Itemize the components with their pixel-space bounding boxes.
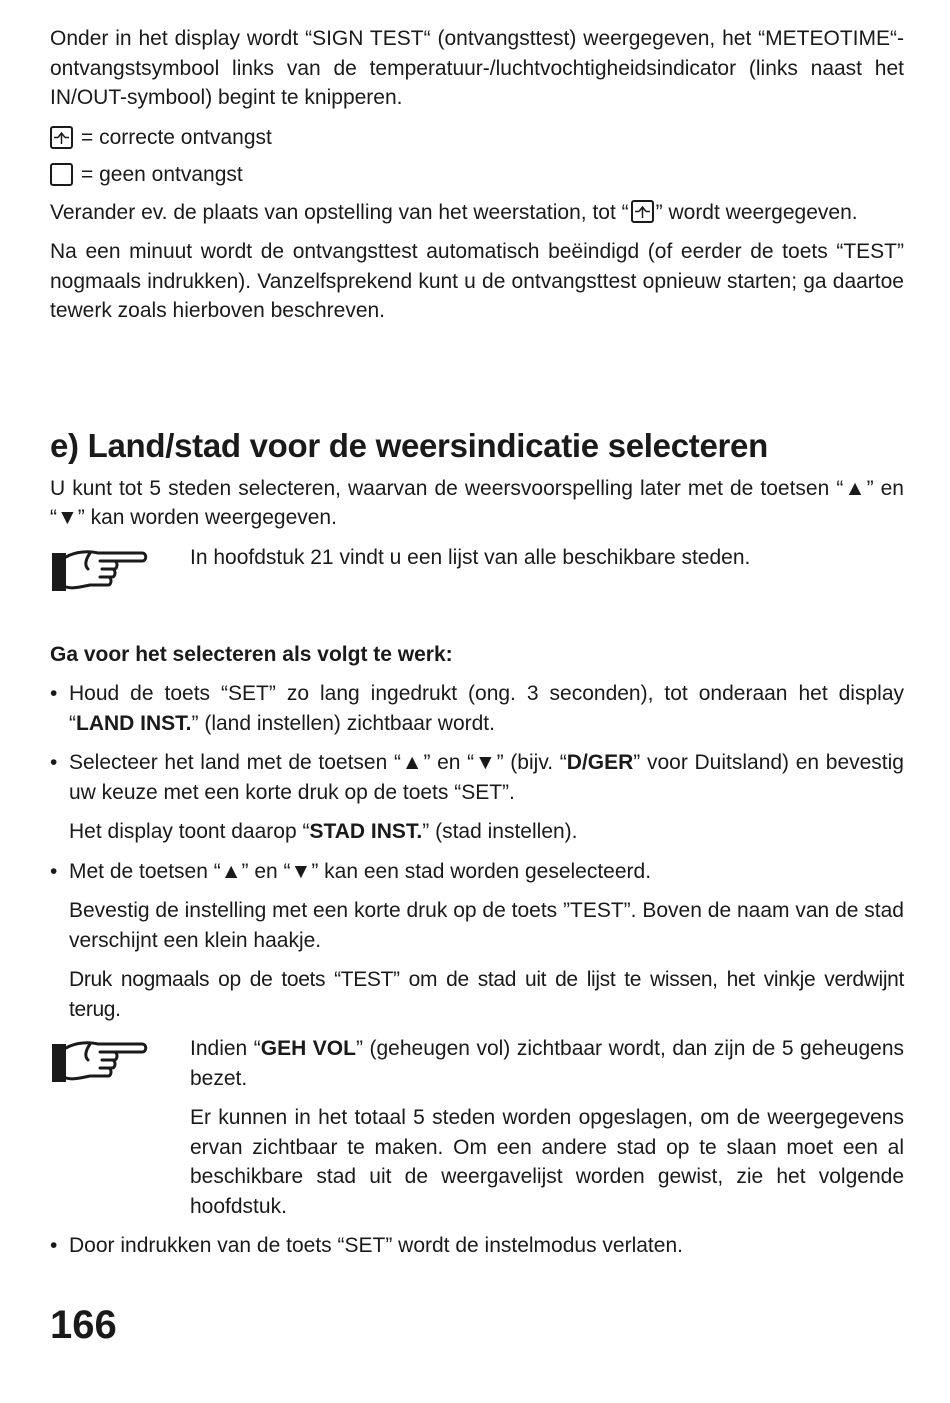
note2-bold: GEH VOL xyxy=(260,1037,356,1060)
intro-paragraph-1: Onder in het display wordt “SIGN TEST“ (ontvangsttest) weergegeven, het “METEOTIME“-ontvangstsymbool links van de temperatuur-/luchtvochtigheidsindicator (links naast het IN/OUT-symbool) begint te knipperen. xyxy=(50,27,904,109)
b1-part-b: ” (land instellen) zichtbaar wordt. xyxy=(191,711,495,735)
page-number: 166 xyxy=(50,1303,117,1347)
bullet-dot: • xyxy=(50,682,58,705)
bullet-dot: • xyxy=(50,859,58,883)
b1-part-a: Houd de toets “SET” zo lang ingedrukt (ong. 3 seconden), tot onderaan het display “ xyxy=(69,682,904,735)
steps-subheading: Ga voor het selecteren als volgt te werk: xyxy=(50,642,453,666)
bullet-dot: • xyxy=(50,1234,58,1257)
list-item xyxy=(50,748,904,807)
b1-bold: LAND INST. xyxy=(76,711,192,735)
bullet-2-text xyxy=(69,748,904,807)
b2-part-b: ” voor Duitsland) en bevestig uw keuze met een korte druk op de toets “SET”. xyxy=(69,751,904,804)
section-paragraph-1: U kunt tot 5 steden selecteren, waarvan de weersvoorspelling later met de toetsen “▲” en “▼” kan worden weergegeven. xyxy=(50,476,904,529)
reception-none-icon xyxy=(50,163,73,186)
note2-part-a: Indien “ xyxy=(190,1037,261,1060)
note-hint-1 xyxy=(50,543,904,600)
b2-sub-bold: STAD INST. xyxy=(309,820,423,843)
b2-sub-a: Het display toont daarop “ xyxy=(69,820,310,843)
bullet-1-text xyxy=(69,679,904,738)
intro-p2-before: Verander ev. de plaats van opstelling van het weerstation, tot “ xyxy=(50,200,629,224)
legend-correct-reception xyxy=(50,123,904,153)
bullet-3-subtext-2: Druk nogmaals op de toets “TEST” om de stad uit de lijst te wissen, het vinkje verdwijnt terug. xyxy=(69,968,904,1021)
intro-p2-after: ” wordt weergegeven. xyxy=(655,200,858,224)
intro-paragraph-2 xyxy=(50,198,904,228)
note-2-paragraph-2: Er kunnen in het totaal 5 steden worden opgeslagen, om de weergegevens ervan zichtbaar te maken. Om een andere stad op te slaan moet een al beschikbare stad uit de weergavelijst worden gewist, zie het volgende hoofdstuk. xyxy=(190,1106,904,1218)
list-item xyxy=(50,1231,904,1261)
list-item xyxy=(50,857,904,887)
note-1-text: In hoofdstuk 21 vindt u een lijst van alle beschikbare steden. xyxy=(190,545,751,569)
note-2-body xyxy=(190,1034,904,1231)
legend-correct-label: = correcte ontvangst xyxy=(81,125,272,149)
page-content xyxy=(50,24,904,1261)
pointing-hand-icon xyxy=(50,1034,190,1091)
note-hint-2 xyxy=(50,1034,904,1231)
bullet-3-subtext-1: Bevestig de instelling met een korte druk op de toets ”TEST”. Boven de naam van de stad verschijnt een klein haakje. xyxy=(69,899,904,952)
list-item xyxy=(50,679,904,738)
b2-sub-b: ” (stad instellen). xyxy=(422,820,578,843)
b2-bold: D/GER xyxy=(566,751,634,774)
legend-no-reception xyxy=(50,160,904,190)
pointing-hand-icon xyxy=(50,543,190,600)
bullet-3-text: Met de toetsen “▲” en “▼” kan een stad worden geselecteerd. xyxy=(69,859,652,883)
b2-part-a: Selecteer het land met de toetsen “▲” en “▼” (bijv. “ xyxy=(69,751,567,774)
note-2-text xyxy=(190,1034,904,1093)
reception-ok-icon xyxy=(50,126,73,149)
bullet-4-text: Door indrukken van de toets “SET” wordt de instelmodus verlaten. xyxy=(69,1234,683,1257)
bullet-dot: • xyxy=(50,751,58,774)
bullet-2-subtext xyxy=(50,817,904,847)
note2-part-b: ” (geheugen vol) zichtbaar wordt, dan zijn de 5 geheugens bezet. xyxy=(190,1037,904,1090)
legend-none-label: = geen ontvangst xyxy=(81,163,243,186)
section-heading: e) Land/stad voor de weersindicatie selecteren xyxy=(50,426,768,464)
intro-paragraph-3: Na een minuut wordt de ontvangsttest automatisch beëindigd (of eerder de toets “TEST” nogmaals indrukken). Vanzelfsprekend kunt u de ontvangsttest opnieuw starten; ga daartoe tewerk zoals hierboven beschreven. xyxy=(50,240,904,322)
reception-ok-icon xyxy=(631,200,654,223)
